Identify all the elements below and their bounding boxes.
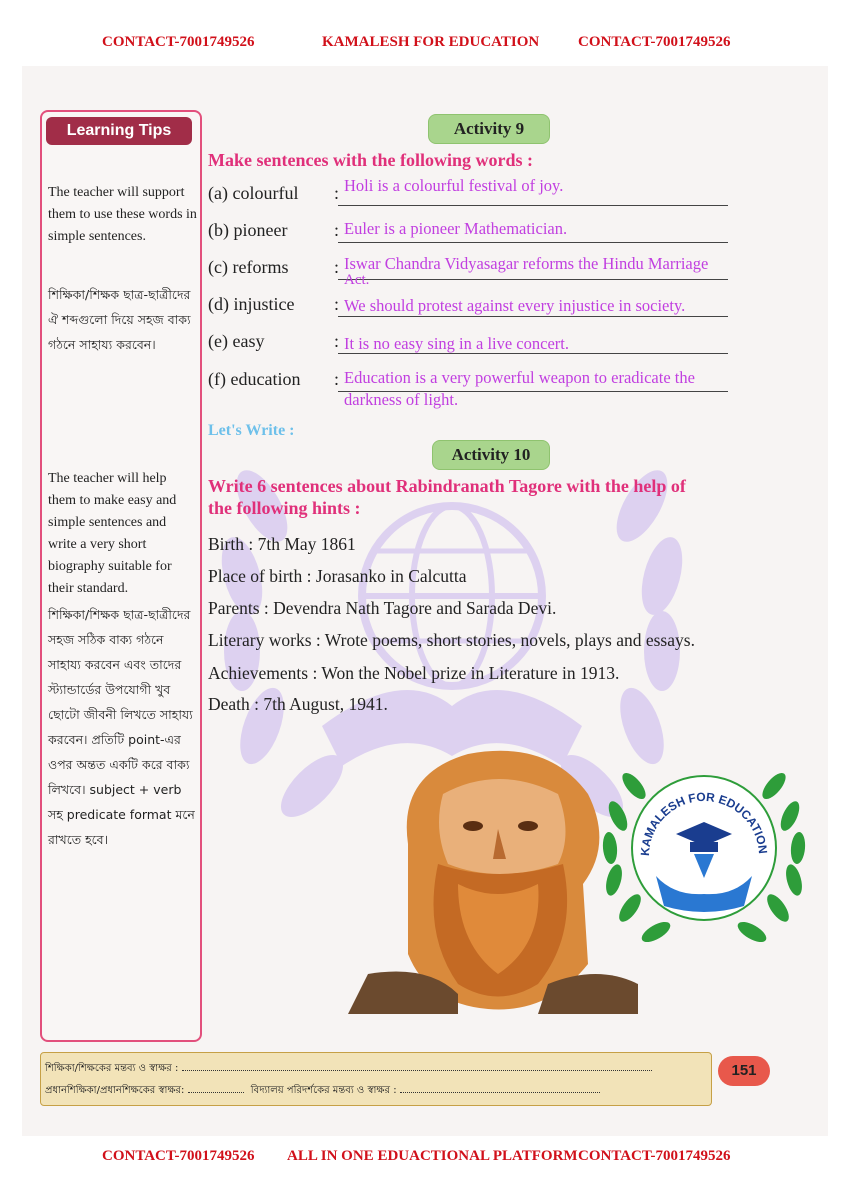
colon: : (334, 331, 340, 351)
brand-name: KAMALESH FOR EDUCATION (322, 34, 540, 50)
word-label: (e) easy (208, 331, 265, 351)
activity-10-badge: Activity 10 (432, 440, 550, 470)
handwritten-answer: Euler is a pioneer Mathematician. (344, 219, 568, 238)
activity-9-instruction: Make sentences with the following words : (208, 150, 533, 170)
activity-9-row-c (208, 250, 728, 288)
activity-9-row-a (208, 176, 728, 210)
answer-line (338, 279, 728, 280)
signature-box (40, 1052, 712, 1106)
word-label: (f) education (208, 369, 301, 389)
bottom-banner (0, 1148, 848, 1168)
page-number: 151 (718, 1056, 770, 1086)
activity-9-row-b (208, 213, 728, 247)
teacher-remarks-label: শিক্ষিকা/শিক্ষকের মন্তব্য ও স্বাক্ষর : (45, 1063, 179, 1074)
textbook-page (22, 66, 828, 1136)
contact-left: CONTACT-7001749526 (102, 1148, 255, 1164)
learning-tips-title: Learning Tips (46, 117, 192, 145)
kamalesh-logo-icon (594, 746, 814, 956)
headteacher-signature-label: প্রধানশিক্ষিকা/প্রধানশিক্ষকের স্বাক্ষর: (45, 1085, 185, 1096)
tip-2-bengali: শিক্ষিকা/শিক্ষক ছাত্র-ছাত্রীদের সহজ সঠিক বাক্য গঠনে সাহায্য করবেন এবং তাদের স্ট্যান্ডার্ডের উপযোগী খুব ছোটো জীবনী লিখতে সাহায্য করবেন। প্রতিটি point-এর ওপর অন্তত একটি করে বাক্য লিখবে। subject + verb সহ predicate format মনে রাখতে হবে। (48, 607, 195, 847)
tip-2-english: The teacher will help them to make easy and simple sentences and write a very short biography suitable for their standard. (48, 471, 177, 596)
activity-9-row-d (208, 287, 728, 321)
handwritten-answer: We should protest against every injustice in society. (344, 296, 686, 315)
teacher-remarks-dotted-line (182, 1062, 652, 1071)
headteacher-dotted-line (188, 1084, 244, 1093)
fact-achievements: Achievements : Won the Nobel prize in Literature in 1913. (208, 663, 620, 683)
fact-parents: Parents : Devendra Nath Tagore and Sarada Devi. (208, 598, 557, 618)
fact-place-of-birth: Place of birth : Jorasanko in Calcutta (208, 566, 467, 586)
learning-tips-panel (40, 110, 202, 1042)
platform-tagline: ALL IN ONE EDUACTIONAL PLATFORM (287, 1148, 578, 1164)
colon: : (334, 220, 340, 240)
handwritten-answer: Education is a very powerful weapon to eradicate the (344, 368, 695, 387)
colon: : (334, 294, 340, 314)
teacher-remarks-line (45, 1061, 652, 1078)
colon: : (334, 369, 340, 389)
activity-9-row-f (208, 362, 728, 409)
fact-literary-works: Literary works : Wrote poems, short stories, novels, plays and essays. (208, 630, 695, 650)
activity-10-instruction-line-1: Write 6 sentences about Rabindranath Tagore with the help of (208, 476, 686, 496)
word-label: (c) reforms (208, 257, 289, 277)
word-label: (b) pioneer (208, 220, 288, 240)
fact-death: Death : 7th August, 1941. (208, 694, 388, 714)
inspector-remarks-label: বিদ্যালয় পরিদর্শকের মন্তব্য ও স্বাক্ষর : (250, 1085, 397, 1096)
handwritten-answer: Holi is a colourful festival of joy. (344, 176, 564, 195)
activity-9-row-e (208, 324, 728, 358)
contact-right: CONTACT-7001749526 (578, 1148, 731, 1164)
headteacher-line (45, 1083, 600, 1100)
fact-birth: Birth : 7th May 1861 (208, 534, 356, 554)
handwritten-answer-continued: Act. (344, 272, 370, 288)
colon: : (334, 183, 340, 203)
contact-left: CONTACT-7001749526 (102, 34, 255, 50)
handwritten-answer: Iswar Chandra Vidyasagar reforms the Hindu Marriage (344, 254, 709, 273)
handwritten-answer-continued: darkness of light. (344, 390, 459, 409)
colon: : (334, 257, 340, 277)
answer-line (338, 316, 728, 317)
contact-right: CONTACT-7001749526 (578, 34, 731, 50)
word-label: (a) colourful (208, 183, 299, 203)
inspector-dotted-line (400, 1084, 600, 1093)
handwritten-answer: It is no easy sing in a live concert. (344, 334, 569, 353)
answer-line (338, 205, 728, 206)
lets-write-heading: Let's Write : (208, 422, 295, 439)
logo-text: KAMALESH FOR EDUCATION (637, 789, 771, 857)
top-banner (0, 34, 848, 54)
activity-10-instruction-line-2: the following hints : (208, 498, 361, 518)
tip-1-english: The teacher will support them to use these words in simple sentences. (48, 185, 197, 244)
activity-9-badge: Activity 9 (428, 114, 550, 144)
tip-1-bengali: শিক্ষিকা/শিক্ষক ছাত্র-ছাত্রীদের ঐ শব্দগুলো দিয়ে সহজ বাক্য গঠনে সাহায্য করবেন। (48, 287, 191, 352)
word-label: (d) injustice (208, 294, 295, 314)
answer-line (338, 242, 728, 243)
